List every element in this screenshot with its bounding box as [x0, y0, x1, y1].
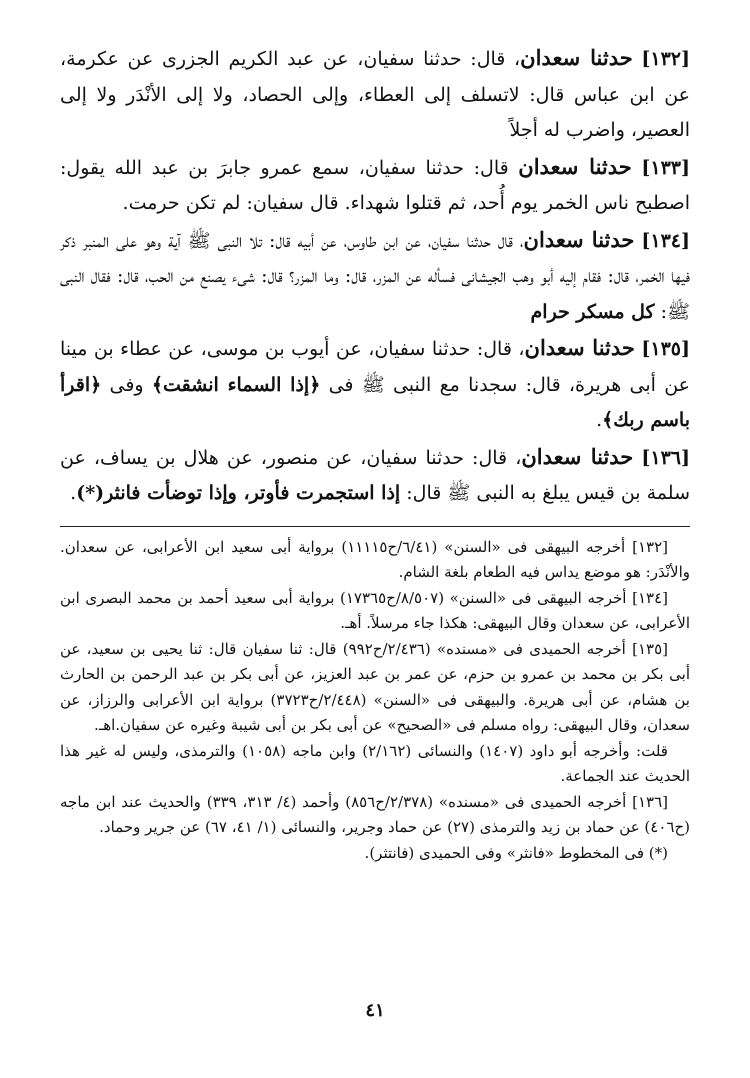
hadith-tail: . [596, 409, 603, 431]
hadith-bold-text: ﴿إذا السماء انشقت﴾ [151, 373, 321, 396]
footnote-135-note: قلت: وأخرجه أبو داود (١٤٠٧) والنسائى (٢/١٦٢) وابن ماجه (١٠٥٨) والترمذى، وليس له غير هذا الحديث عند الجماعة. [60, 741, 690, 785]
footnote-132: [١٣٢] أخرجه البيهقى فى «السنن» (٦/٤١/ح١١١١٥) برواية أبى سعيد ابن الأعرابى، عن سعدان. والأنْدَر: هو موضع يداس فيه الطعام بلغة الشام. [60, 537, 690, 581]
hadith-heading: حدثنا سعدان [524, 335, 635, 360]
hadith-bold-text: كل مسكر حرام [530, 300, 655, 323]
hadith-136 [60, 439, 690, 512]
hadith-number: [١٣٢] [641, 48, 690, 70]
hadith-135 [60, 330, 690, 439]
footnotes [60, 535, 690, 867]
footnote-134: [١٣٤] أخرجه البيهقى فى «السنن» (٨/٥٠٧/ح١٧٣٦٥) برواية أبى سعيد أحمد بن محمد البصرى ابن الأعرابى، عن سعدان وقال البيهقى: هكذا جاء مرسلاً. أهـ. [60, 588, 690, 632]
hadith-heading: حدثنا سعدان [523, 226, 635, 252]
hadith-number: [١٣٣] [641, 156, 690, 179]
hadith-heading: حدثنا سعدان [518, 153, 632, 179]
page-body [60, 40, 690, 866]
hadith-bold-text: إذا استجمرت فأوتر، وإذا توضأت فانثر(*) [76, 482, 401, 504]
hadith-134 [60, 222, 690, 331]
footnote-136: [١٣٦] أخرجه الحميدى فى «مسنده» (٢/٣٧٨/ح٨٥٦) وأحمد (٤/ ٣١٣، ٣٣٩) والحديث عند ابن ماجه (ح٤٠٦) عن حماد بن زيد والترمذى (٢٧) عن حماد وجرير، والنسائى (١/ ٤١، ٦٧) عن جرير وحماد. [60, 792, 690, 836]
hadith-text: ، قال: حدثنا سفيان، عن منصور، عن هلال بن يساف، عن سلمة بن قيس يبلغ به النبى ﷺ قال: [60, 446, 690, 504]
hadith-heading: حدثنا سعدان [520, 45, 633, 70]
hadith-number: [١٣٦] [641, 446, 691, 469]
hadith-text: ، قال حدثنا سفيان، عن ابن طاوس، عن أبيه قال: تلا النبى ﷺ آية وهو على المنبر ذكر فيها الخمر، قال: فقام إليه أبو وهب الجيشانى فسأله عن المزر، قال: وما المزر؟ قال: شىء يصنع من الحب، قال: فقال النبى ﷺ: [60, 229, 690, 323]
hadith-132 [60, 40, 690, 149]
footnote-asterisk: (*) فى المخطوط «فانثر» وفى الحميدى (فانتثر). [364, 843, 668, 862]
footnote-separator [60, 526, 690, 527]
hadith-bold-text-2: ﴿اقرأ باسم ربك﴾ [60, 373, 690, 431]
page-number: ٤١ [365, 1000, 385, 1021]
hadith-number: [١٣٥] [641, 338, 690, 360]
hadith-text: ، قال: حدثنا سفيان، عن أيوب بن موسى، عن عطاء بن مينا عن أبى هريرة، قال: سجدنا مع النبى ﷺ فى [60, 338, 690, 396]
footnote-135: [١٣٥] أخرجه الحميدى فى «مسنده» (٢/٤٣٦/ح٩٩٢) قال: ثنا سفيان قال: ثنا يحيى بن سعيد، عن أبى بكر بن محمد بن عمرو بن حزم، عن عمر بن عبد العزيز، عن أبى بكر بن عبد الرحمن بن الحارث بن هشام، عن أبى هريرة. والبيهقى فى «السنن» (٢/٤٤٨/ح٣٧٢٣) برواية ابن الأعرابى والرزاز، عن سعدان، وقال البيهقى: رواه مسلم فى «الصحيح» عن أبى بكر بن أبى شيبة وغيره عن سفيان.اهـ. [60, 639, 690, 734]
hadith-number: [١٣٤] [641, 229, 690, 252]
hadith-tail: . [70, 482, 77, 504]
hadith-text: قال: حدثنا سفيان، سمع عمرو جابرَ بن عبد الله يقول: اصطبح ناس الخمر يوم أُحد، ثم قتلوا شهداء. قال سفيان: لم تكن حرمت. [60, 156, 690, 214]
hadith-text: ، قال: حدثنا سفيان، عن عبد الكريم الجزرى عن عكرمة، عن ابن عباس قال: لاتسلف إلى العطاء، وإلى الحصاد، ولا إلى الأنْدَر ولا إلى العصير، واضرب له أجلاً [60, 48, 690, 141]
hadith-heading: حدثنا سعدان [521, 443, 634, 469]
hadith-133 [60, 149, 690, 222]
main-text [60, 40, 690, 512]
hadith-mid-text: وفى [101, 373, 152, 396]
